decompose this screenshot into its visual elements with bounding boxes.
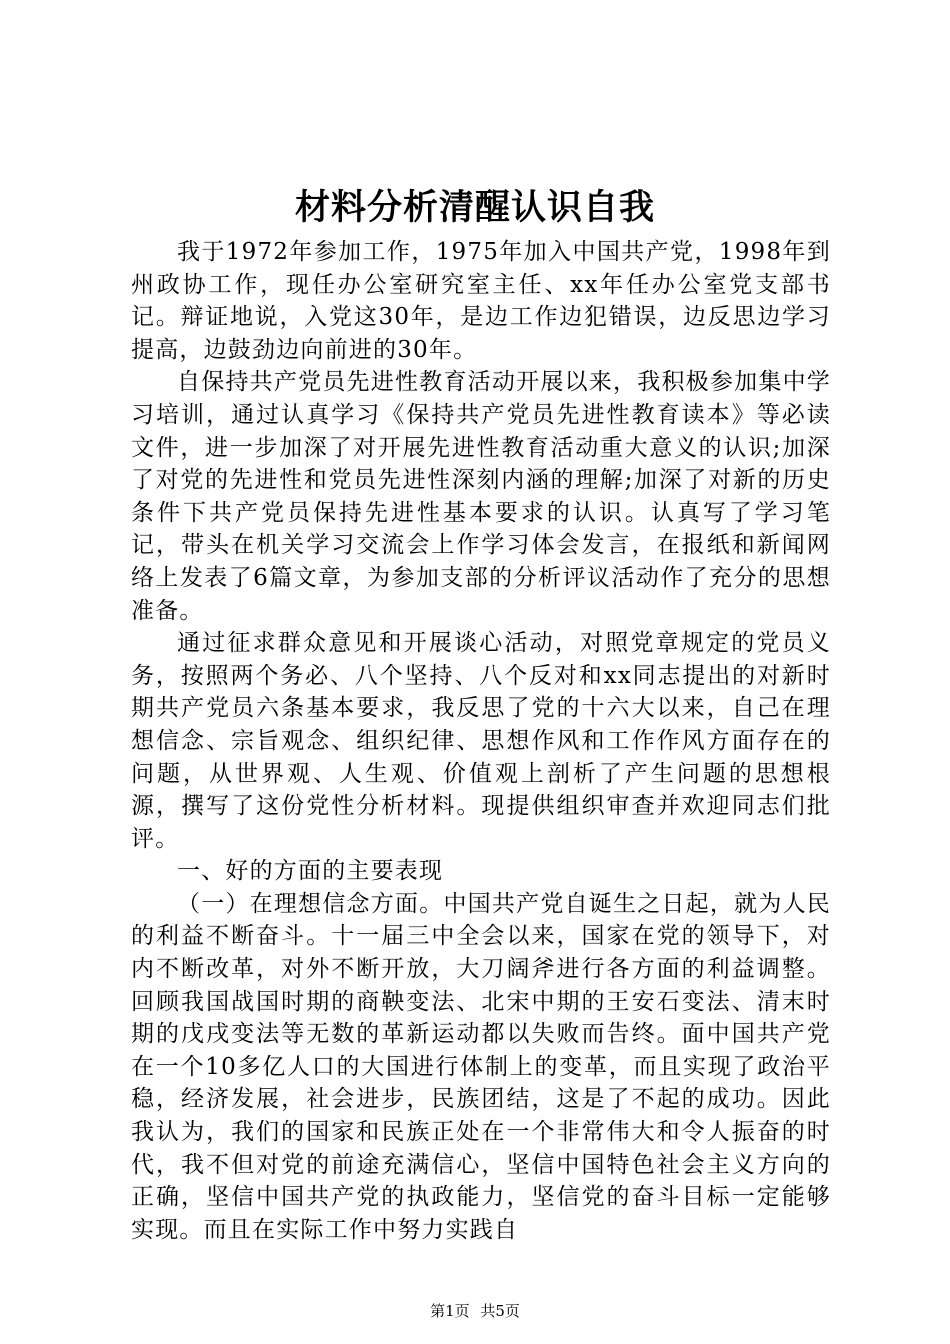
paragraph-reflection: 通过征求群众意见和开展谈心活动，对照党章规定的党员义务，按照两个务必、八个坚持、八个反对和xx同志提出的对新时期共产党员六条基本要求，我反思了党的十六大以来，自己在理想信念、宗旨观念、组织纪律、思想作风和工作作风方面存在的问题，从世界观、人生观、价值观上剖析了产生问题的思想根源，撰写了这份党性分析材料。现提供组织审查并欢迎同志们批评。 xyxy=(131,630,831,852)
paragraph-ideals: （一）在理想信念方面。中国共产党自诞生之日起，就为人民的利益不断奋斗。十一届三中全会以来，国家在党的领导下，对内不断改革，对外不断开放，大刀阔斧进行各方面的利益调整。回顾我国战国时期的商鞅变法、北宋中期的王安石变法、清末时期的戊戌变法等无数的革新运动都以失败而告终。面中国共产党在一个10多亿人口的大国进行体制上的变革，而且实现了政治平稳，经济发展，社会进步，民族团结，这是了不起的成功。因此我认为，我们的国家和民族正处在一个非常伟大和令人振奋的时代，我不但对党的前途充满信心，坚信中国特色社会主义方向的正确，坚信中国共产党的执政能力，坚信党的奋斗目标一定能够实现。而且在实际工作中努力实践自 xyxy=(131,890,831,1243)
document-body xyxy=(131,236,831,1246)
paragraph-intro: 我于1972年参加工作，1975年加入中国共产党，1998年到州政协工作，现任办公室研究室主任、xx年任办公室党支部书记。辩证地说，入党这30年，是边工作边犯错误，边反思边学习提高，边鼓劲边向前进的30年。 xyxy=(131,239,831,363)
section-heading: 一、好的方面的主要表现 xyxy=(177,858,444,885)
page-footer xyxy=(0,1301,950,1321)
page-total: 共5页 xyxy=(480,1302,520,1320)
document-title: 材料分析清醒认识自我 xyxy=(294,187,655,228)
page-number: 第1页 xyxy=(430,1302,470,1320)
paragraph-study: 自保持共产党员先进性教育活动开展以来，我积极参加集中学习培训，通过认真学习《保持共产党员先进性教育读本》等必读文件，进一步加深了对开展先进性教育活动重大意义的认识;加深了对党的先进性和党员先进性深刻内涵的理解;加深了对新的历史条件下共产党员保持先进性基本要求的认识。认真写了学习笔记，带头在机关学习交流会上作学习体会发言，在报纸和新闻网络上发表了6篇文章，为参加支部的分析评议活动作了充分的思想准备。 xyxy=(131,369,831,624)
